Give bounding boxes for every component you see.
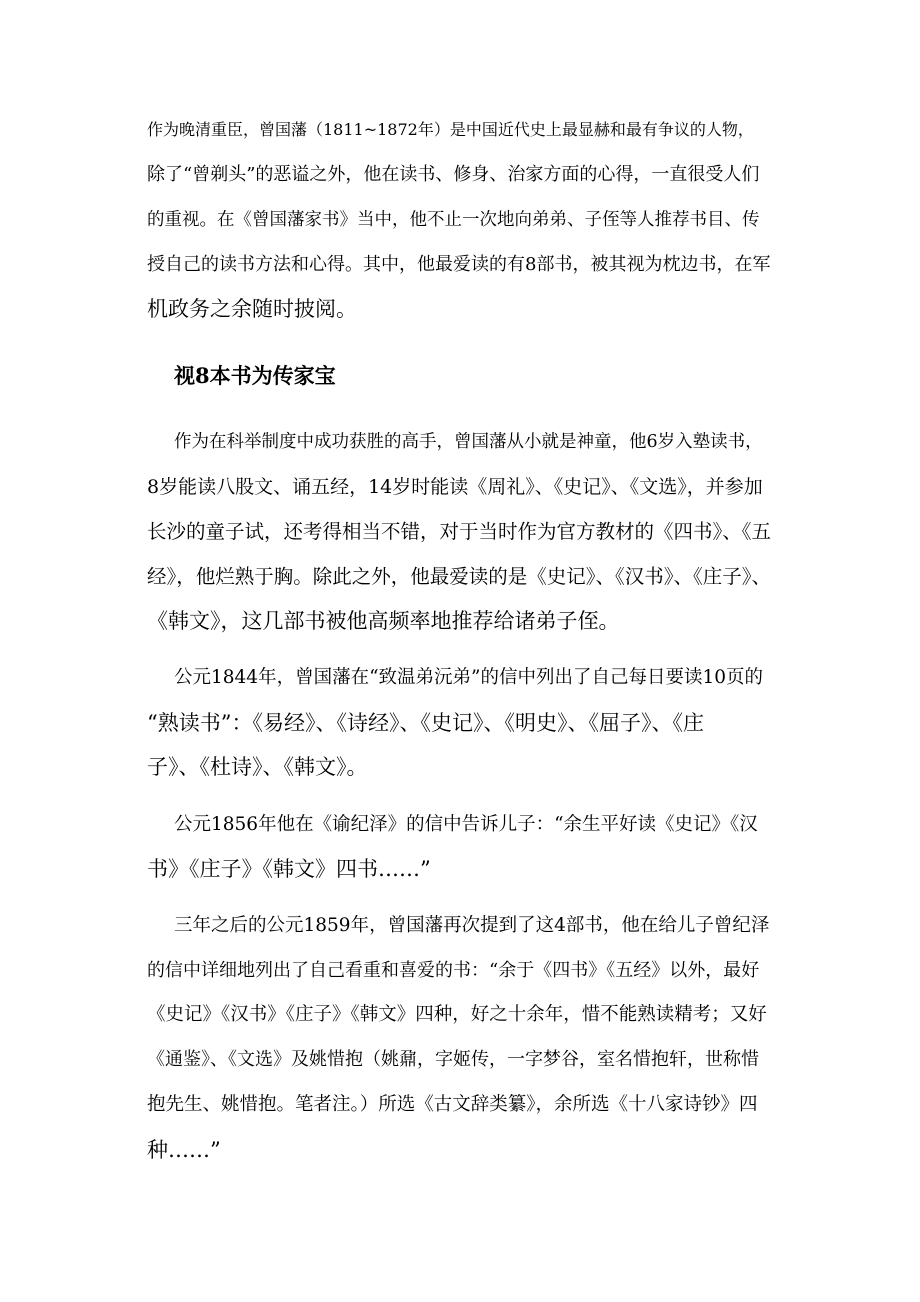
paragraph-3-line-1: 公元1844年，曾国藩在“致温弟沅弟”的信中列出了自己每日要读10页的: [174, 667, 764, 688]
paragraph-2-line-3: 长沙的童子试，还考得相当不错，对于当时作为官方教材的《四书》、《五: [147, 520, 772, 543]
paragraph-2-line-1: 作为在科举制度中成功获胜的高手，曾国藩从小就是神童，他6岁入塾读书，: [174, 432, 763, 452]
paragraph-1-line-1: 作为晚清重臣，曾国藩（1811~1872年）是中国近代史上最显赫和最有争议的人物，: [147, 120, 754, 139]
paragraph-5-line-2: 的信中详细地列出了自己看重和喜爱的书：“余于《四书》《五经》以外，最好: [147, 960, 760, 981]
paragraph-3-line-3: 子》、《杜诗》、《韩文》。: [147, 755, 368, 779]
paragraph-1-line-5: 机政务之余随时披阅。: [147, 297, 357, 321]
paragraph-1-line-4: 授自己的读书方法和心得。其中，他最爱读的有8部书，被其视为枕边书，在军: [147, 254, 771, 275]
paragraph-5-line-5: 抱先生、姚惜抱。笔者注。）所选《古文辞类纂》，余所选《十八家诗钞》四: [147, 1094, 758, 1115]
paragraph-2-line-2: 8岁能读八股文、诵五经，14岁时能读《周礼》、《史记》、《文选》，并参加: [147, 476, 763, 498]
paragraph-5-line-4: 《通鉴》、《文选》及姚惜抱（姚鼐，字姬传，一字梦谷，室名惜抱轩，世称惜: [147, 1049, 759, 1070]
paragraph-2-line-4: 经》，他烂熟于胸。除此之外，他最爱读的是《史记》、《汉书》、《庄子》、: [147, 565, 772, 588]
paragraph-4-line-2: 书》《庄子》《韩文》四书……”: [147, 857, 431, 881]
paragraph-5-line-3: 《史记》《汉书》《庄子》《韩文》四种，好之十余年，惜不能熟读精考；又好: [147, 1004, 767, 1025]
paragraph-3-line-2: “熟读书”：《易经》、《诗经》、《史记》、《明史》、《屈子》、《庄: [147, 711, 704, 735]
paragraph-1-line-2: 除了“曾剃头”的恶谥之外，他在读书、修身、治家方面的心得，一直很受人们: [147, 164, 760, 185]
paragraph-1-line-3: 的重视。在《曾国藩家书》当中，他不止一次地向弟弟、子侄等人推荐书目、传: [147, 210, 760, 230]
paragraph-5-line-1: 三年之后的公元1859年，曾国藩再次提到了这4部书，他在给儿子曾纪泽: [174, 915, 770, 936]
paragraph-2-line-5: 《韩文》，这几部书被他高频率地推荐给诸弟子侄。: [147, 609, 620, 633]
paragraph-5-line-6: 种……”: [147, 1138, 221, 1162]
paragraph-4-line-1: 公元1856年他在《谕纪泽》的信中告诉儿子：“余生平好读《史记》《汉: [174, 814, 758, 835]
section-heading: 视8本书为传家宝: [174, 363, 336, 388]
